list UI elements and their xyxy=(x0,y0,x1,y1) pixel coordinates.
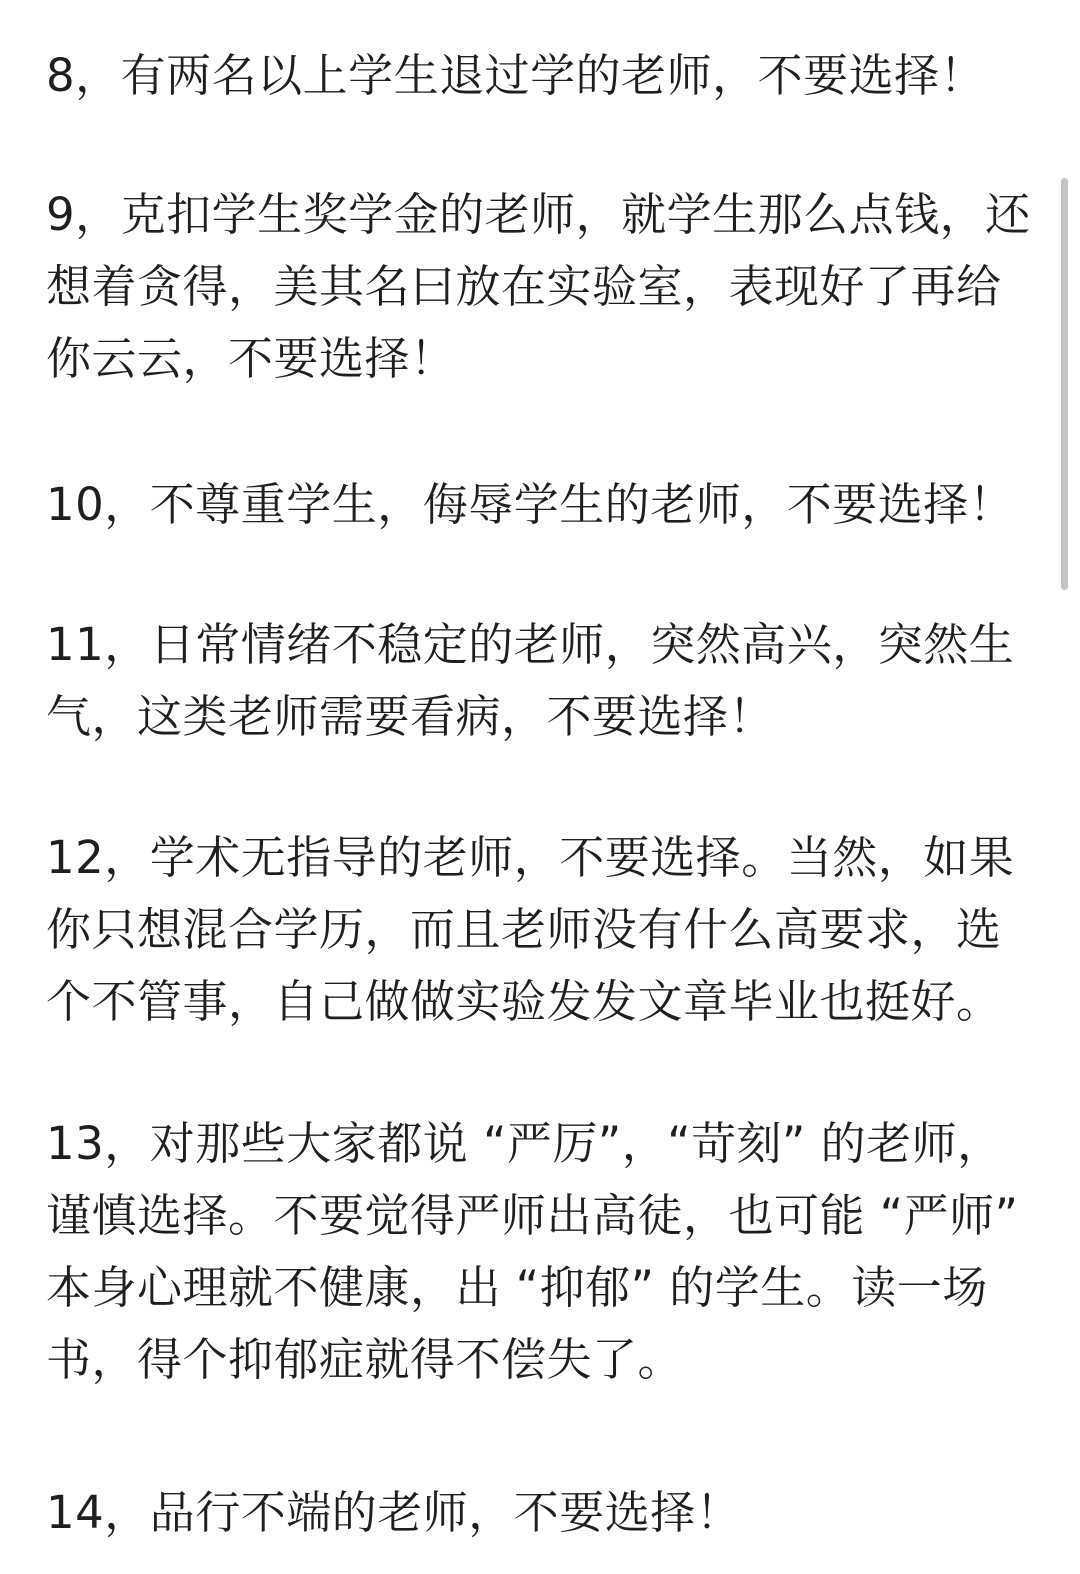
list-item-11: 11，日常情绪不稳定的老师，突然高兴，突然生气，这类老师需要看病，不要选择！ xyxy=(46,618,1015,743)
scrollbar-thumb[interactable] xyxy=(1061,178,1068,590)
list-item-13: 13，对那些大家都说 “严厉”，“苛刻” 的老师，谨慎选择。不要觉得严师出高徒，也可能 “严师” 本身心理就不健康，出 “抑郁” 的学生。读一场书，得个抑郁症就得不偿失了。 xyxy=(46,1117,1019,1386)
list-item-14: 14，品行不端的老师，不要选择！ xyxy=(46,1486,742,1539)
list-item-10: 10，不尊重学生，侮辱学生的老师，不要选择！ xyxy=(46,478,1015,531)
list-item-8: 8，有两名以上学生退过学的老师，不要选择！ xyxy=(46,49,986,102)
list-item-9: 9，克扣学生奖学金的老师，就学生那么点钱，还想着贪得，美其名曰放在实验室，表现好了再给你云云，不要选择！ xyxy=(46,188,1031,385)
article-body xyxy=(46,0,1036,1574)
scrollbar[interactable] xyxy=(1060,0,1070,1574)
list-item-12: 12，学术无指导的老师，不要选择。当然，如果你只想混合学历，而且老师没有什么高要求，选个不管事，自己做做实验发发文章毕业也挺好。 xyxy=(46,831,1015,1028)
